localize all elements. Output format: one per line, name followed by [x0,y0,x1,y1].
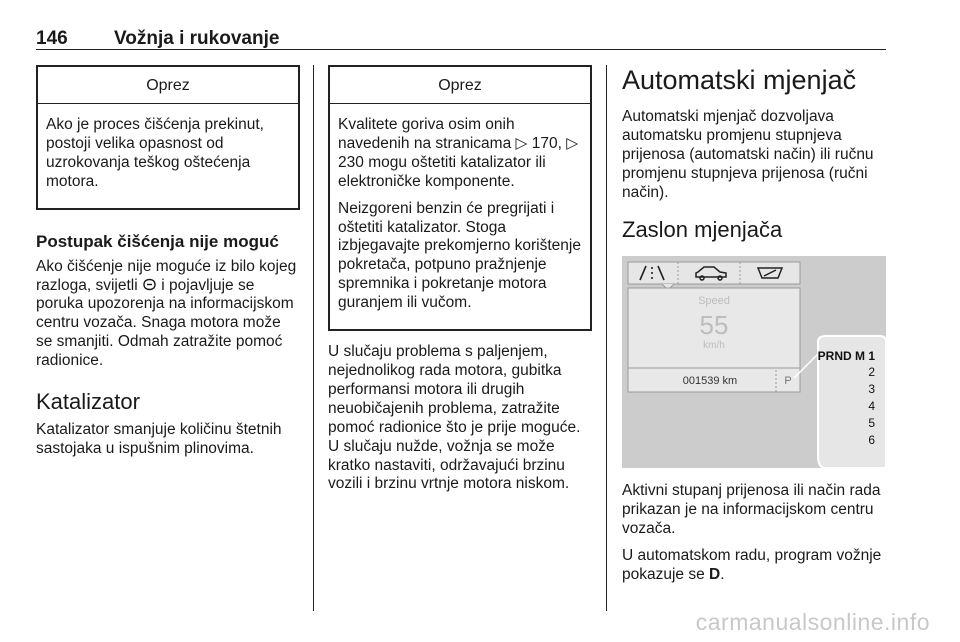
column-divider-1 [313,65,314,611]
intro-paragraph: Automatski mjenjač dozvoljava automatsku promjenu stupnjeva prijenosa (automatski način) ili ručnu promjenu stupnjeva prijenosa (ručni način). [622,108,874,201]
page-reference-icon: ▷ [566,134,579,152]
gear-5: 5 [868,416,875,430]
drive-letter: D [709,565,721,583]
cleaning-paragraph [36,258,300,371]
exhaust-warning-icon [142,278,157,291]
cleaning-text-a: Ako čišćenje nije moguće iz bilo kojeg razloga, svijetli [36,257,297,294]
caption-paragraph: Aktivni stupanj prijenosa ili način rada prikazan je na informacijskom centru vozača. [622,482,881,537]
caution-paragraph-2: Neizgoreni benzin će pregrijati i oštetiti katalizator. Stoga izbjegavajte prekomjerno korištenje pokretača, potpuno pražnjenje spremnika i pokretanje motora guranjem ili vučom. [338,199,581,312]
gear-list-header: PRND M 1 [817,349,875,363]
auto-text-b: . [720,565,725,583]
heading-catalyst: Katalizator [36,389,140,415]
transmission-display-figure [622,256,886,468]
gear-4: 4 [868,399,875,413]
speed-label: Speed [698,295,730,307]
column-divider-2 [606,65,607,611]
odometer: 001539 km [682,375,738,387]
caution-title: Oprez [38,67,298,104]
caution-body-2 [330,104,590,329]
column-2 [328,65,592,502]
caution-text-b: mogu oštetiti katalizator ili elektroničke komponente. [338,153,546,190]
page-reference-icon: ▷ [515,134,528,152]
column-3-lower [622,482,888,593]
caution-body [38,104,298,208]
page-ref-2: 230 [338,153,364,171]
column-1 [36,65,300,467]
gear-indicator: P [784,375,792,387]
speed-unit: km/h [703,340,725,351]
speed-value: 55 [699,310,729,340]
page-header [36,28,279,50]
column-3 [622,65,888,249]
heading-automatic-transmission: Automatski mjenjač [622,65,857,95]
ignition-paragraph: U slučaju problema s paljenjem, nejednolikog rada motora, gubitka performansi motora ili drugih neuobičajenih problema, zatražite pomoć radionice što je prije moguće. U slučaju nužde, vožnja se može kratko nastaviti, održavajući brzinu vozili i brzinu vrtnje motora niskom. [328,343,581,493]
caution-box-2 [328,65,592,331]
page-ref-1: 170, [531,134,562,152]
caution-title-2: Oprez [330,67,590,104]
auto-mode-paragraph [622,547,888,585]
gear-3: 3 [868,382,875,396]
cleaning-text-b: i pojavljuje se poruka upozorenja na informacijskom centru vozača. Snaga motora može se smanjiti. Odmah zatražite pomoć radionice. [36,276,294,370]
header-rule [36,49,886,50]
gear-2: 2 [868,365,875,379]
gear-6: 6 [868,433,875,447]
caution-box-1 [36,65,300,210]
chapter-title: Vožnja i rukovanje [114,28,280,49]
caution-text: Ako je proces čišćenja prekinut, postoji velika opasnost od uzrokovanja teškog oštećenja motora. [46,116,264,190]
page-number: 146 [36,28,68,49]
caution-text-a: Kvalitete goriva osim onih navedenih na stranicama [338,116,515,152]
auto-text-a: U automatskom radu, program vožnje pokazuje se [622,546,882,583]
heading-cleaning: Postupak čišćenja nije moguć [36,231,279,251]
heading-display: Zaslon mjenjača [622,216,783,242]
caution-paragraph-1 [338,116,582,192]
catalyst-paragraph: Katalizator smanjuje količinu štetnih sastojaka u ispušnim plinovima. [36,421,282,457]
watermark: carmanualsonline.info [695,609,930,635]
